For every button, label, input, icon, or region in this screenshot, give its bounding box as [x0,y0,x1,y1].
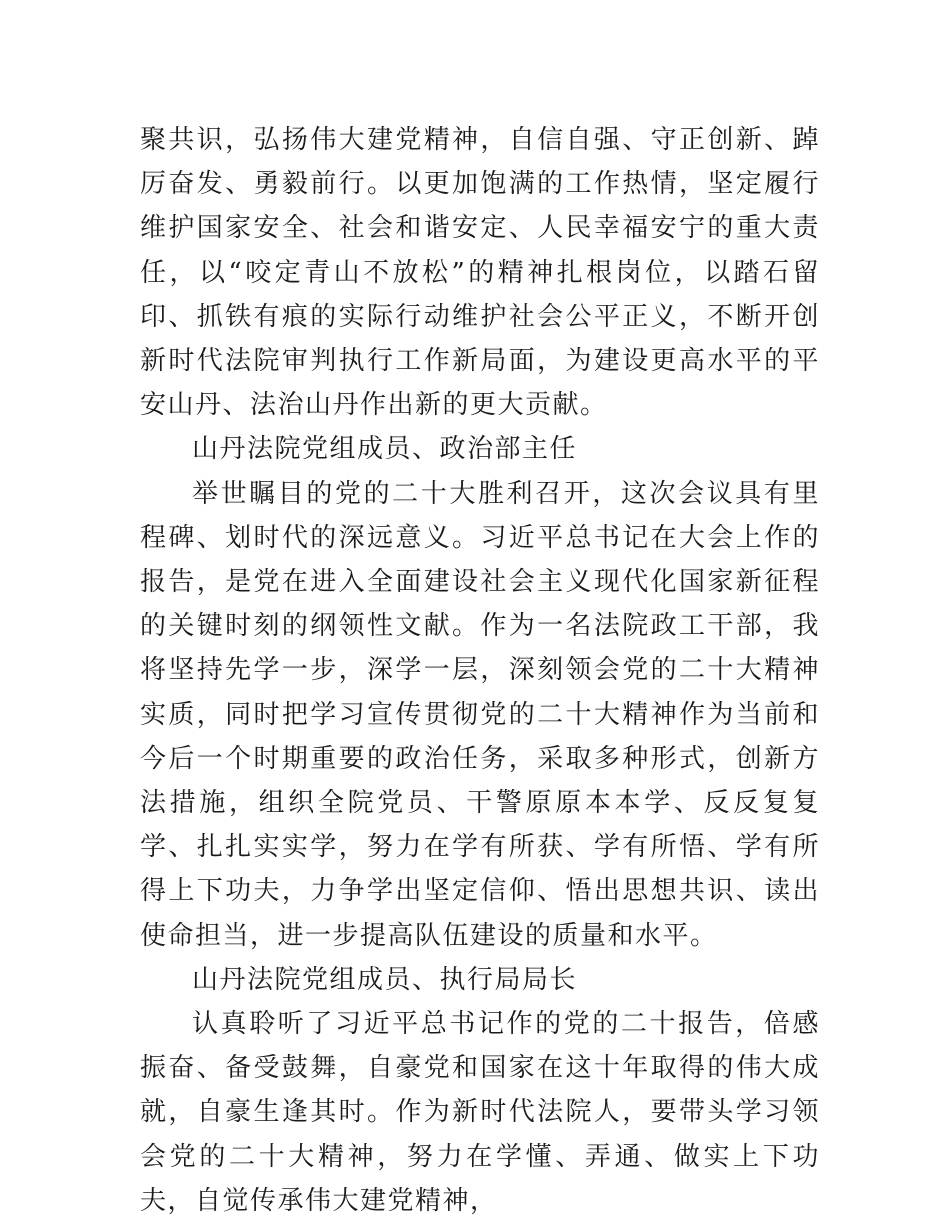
speaker-heading-enforcement-bureau: 山丹法院党组成员、执行局局长 [192,964,578,995]
statement-paragraph-political-department: 举世瞩目的党的二十大胜利召开，这次会议具有里程碑、划时代的深远意义。习近平总书记在大会上作的报告，是党在进入全面建设社会主义现代化国家新征程的关键时刻的纲领性文献。作为一名法院政工干部，我将坚持先学一步，深学一层，深刻领会党的二十大精神实质，同时把学习宣传贯彻党的二十大精神作为当前和今后一个时期重要的政治任务，采取多种形式，创新方法措施，组织全院党员、干警原原本本学、反反复复学、扎扎实实学，努力在学有所获、学有所悟、学有所得上下功夫，力争学出坚定信仰、悟出思想共识、读出使命担当，进一步提高队伍建设的质量和水平。 [140,478,820,951]
statement-paragraph-enforcement-bureau: 认真聆听了习近平总书记作的党的二十报告，倍感振奋、备受鼓舞，自豪党和国家在这十年取得的伟大成就，自豪生逢其时。作为新时代法院人，要带头学习领会党的二十大精神，努力在学懂、弄通、做实上下功夫，自觉传承伟大建党精神， [140,1009,820,1216]
continued-paragraph: 聚共识，弘扬伟大建党精神，自信自强、守正创新、踔厉奋发、勇毅前行。以更加饱满的工作热情，坚定履行维护国家安全、社会和谐安定、人民幸福安宁的重大责任，以“咬定青山不放松”的精神扎根岗位，以踏石留印、抓铁有痕的实际行动维护社会公平正义，不断开创新时代法院审判执行工作新局面，为建设更高水平的平安山丹、法治山丹作出新的更大贡献。 [140,125,820,421]
document-body [140,118,820,1223]
speaker-heading-political-department: 山丹法院党组成员、政治部主任 [192,434,578,465]
